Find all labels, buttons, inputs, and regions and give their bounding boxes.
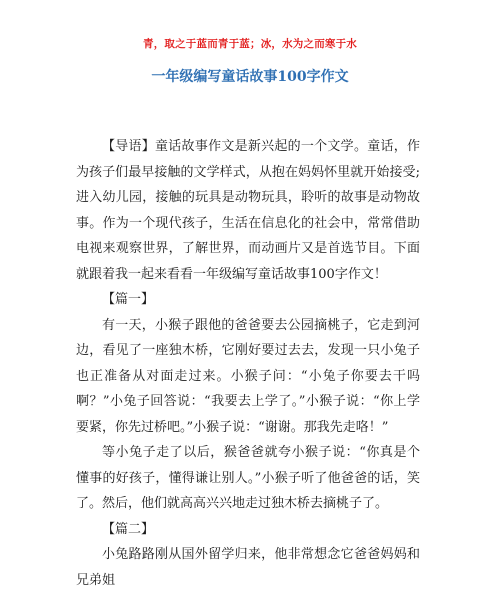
motto-line: 青，取之于蓝而青于蓝；冰，水为之而寒于水	[143, 38, 357, 50]
story2-paragraph-1: 小兔路路刚从国外留学归来，他非常想念它爸爸妈妈和兄弟姐	[76, 547, 420, 588]
section-heading-2: 【篇二】	[102, 521, 155, 537]
story1-paragraph-1: 有一天，小猴子跟他的爸爸要去公园摘桃子，它走到河边，看见了一座独木桥，它刚好要过去去，发现一只小兔子也正准备从对面走过来。小猴子问：“小兔子你要去干吗啊？”小兔子回答说：“我要去上学了。”小猴子说：“你上学要紧，你先过桥吧。”小猴子说：“谢谢。那我先走咯！”	[76, 317, 420, 435]
document-body	[76, 134, 420, 593]
section-heading-1: 【篇一】	[102, 292, 155, 307]
document-title: 一年级编写童话故事100字作文	[151, 69, 349, 85]
story1-paragraph-2: 等小兔子走了以后，猴爸爸就夸小猴子说：“你真是个懂事的好孩子，懂得谦让别人。”小猴子听了他爸爸的话，笑了。然后，他们就高高兴兴地走过独木桥去摘桃子了。	[76, 445, 420, 511]
intro-paragraph: 【导语】童话故事作文是新兴起的一个文学。童话，作为孩子们最早接触的文学样式，从抱在妈妈怀里就开始接受;进入幼儿园，接触的玩具是动物玩具，聆听的故事是动物故事。作为一个现代孩子，生活在信息化的社会中，常常借助电视来观察世界，了解世界，而动画片又是首选节目。下面就跟着我一起来看看一年级编写童话故事100字作文！	[76, 139, 420, 282]
